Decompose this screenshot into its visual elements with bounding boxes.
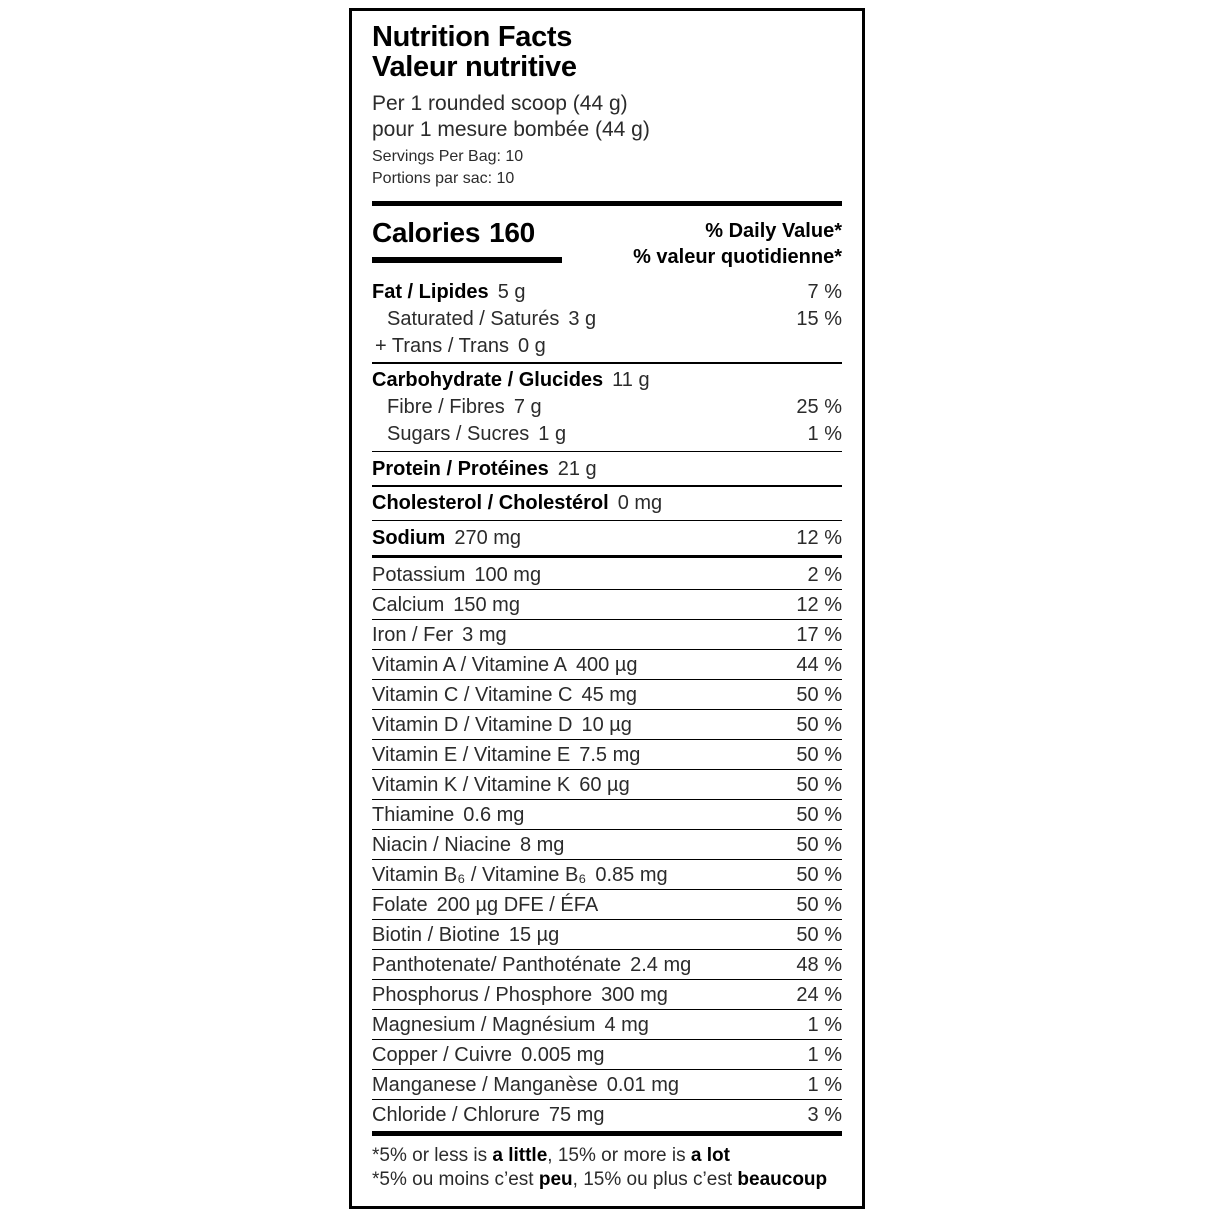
footnote-en xyxy=(372,1144,842,1168)
nutrient-amount: 4 mg xyxy=(604,1013,649,1036)
header-thick-bar xyxy=(372,201,842,206)
nutrient-amount: 100 mg xyxy=(474,563,542,586)
daily-value: 50 % xyxy=(796,803,842,826)
daily-value: 12 % xyxy=(796,593,842,616)
nutrient-label: Fat / Lipides xyxy=(372,280,489,303)
daily-value: 44 % xyxy=(796,653,842,676)
footnote-text: *5% or less is xyxy=(372,1145,493,1166)
daily-value: 50 % xyxy=(796,923,842,946)
daily-value-header-en: % Daily Value* xyxy=(705,220,842,242)
nutrient-label: Copper / Cuivre xyxy=(372,1043,513,1066)
calories-section xyxy=(372,218,842,270)
nutrient-label: + Trans / Trans xyxy=(375,334,509,357)
daily-value-header xyxy=(633,218,842,270)
micronutrient-row-thiamine xyxy=(372,800,842,830)
label-title-en: Nutrition Facts xyxy=(372,21,573,53)
micronutrient-row-vitamin-d xyxy=(372,710,842,740)
daily-value: 12 % xyxy=(796,526,842,549)
daily-value: 48 % xyxy=(796,953,842,976)
footnote-text: , 15% ou plus c’est xyxy=(572,1169,738,1190)
micronutrient-row-manganese xyxy=(372,1070,842,1100)
micronutrient-row-potassium xyxy=(372,560,842,590)
row-divider xyxy=(372,485,842,487)
nutrient-amount: 300 mg xyxy=(601,983,668,1006)
main-nutrient-rows xyxy=(372,278,842,558)
label-title-fr: Valeur nutritive xyxy=(372,51,577,83)
nutrient-row-carbohydrate xyxy=(372,367,842,394)
nutrient-label: Manganese / Manganèse xyxy=(372,1073,598,1096)
daily-value: 50 % xyxy=(796,683,842,706)
footnote-bold: beaucoup xyxy=(737,1169,828,1190)
nutrient-row-cholesterol xyxy=(372,490,842,517)
micronutrient-row-vitamin-b6 xyxy=(372,860,842,890)
daily-value: 1 % xyxy=(807,1013,842,1036)
daily-value: 50 % xyxy=(796,743,842,766)
nutrient-label: Folate xyxy=(372,893,428,916)
nutrient-amount: 2.4 mg xyxy=(630,953,692,976)
micronutrient-row-vitamin-a xyxy=(372,650,842,680)
calories-value: 160 xyxy=(489,217,535,248)
nutrient-label: Iron / Fer xyxy=(372,623,454,646)
nutrient-row-protein xyxy=(372,455,842,482)
servings-per-bag-fr: Portions par sac: 10 xyxy=(372,170,515,187)
daily-value: 15 % xyxy=(796,307,842,330)
daily-value: 3 % xyxy=(807,1103,842,1126)
nutrient-label: Cholesterol / Cholestérol xyxy=(372,492,609,514)
calories-line xyxy=(372,218,562,248)
nutrient-amount: 0.85 mg xyxy=(595,863,668,886)
daily-value: 50 % xyxy=(796,773,842,796)
nutrient-amount: 0.005 mg xyxy=(521,1043,605,1066)
nutrient-amount: 400 µg xyxy=(575,653,638,676)
footnote xyxy=(372,1144,842,1192)
daily-value: 1 % xyxy=(807,1073,842,1096)
footnote-bold: a lot xyxy=(690,1145,730,1166)
nutrient-amount: 0 mg xyxy=(617,492,663,514)
daily-value-header-fr: % valeur quotidienne* xyxy=(633,246,842,268)
micronutrient-rows xyxy=(372,560,842,1129)
footnote-bold: a little xyxy=(492,1145,548,1166)
nutrient-label: Carbohydrate / Glucides xyxy=(372,369,604,391)
daily-value: 1 % xyxy=(807,1043,842,1066)
nutrient-label: Vitamin E / Vitamine E xyxy=(372,743,571,766)
nutrient-row-trans xyxy=(372,332,842,359)
row-divider xyxy=(372,520,842,522)
footnote-bold: peu xyxy=(538,1169,573,1190)
nutrient-label: Panthotenate/ Panthoténate xyxy=(372,953,622,976)
nutrient-label: Potassium xyxy=(372,563,466,586)
nutrient-row-sugars xyxy=(372,421,842,448)
footnote-text: , 15% or more is xyxy=(547,1145,691,1166)
nutrient-amount: 15 µg xyxy=(508,923,560,946)
nutrient-amount: 21 g xyxy=(557,457,597,480)
nutrient-amount: 11 g xyxy=(612,369,650,391)
daily-value: 17 % xyxy=(796,623,842,646)
nutrient-row-sodium xyxy=(372,524,842,551)
nutrient-amount: 0.6 mg xyxy=(463,803,525,826)
micronutrient-row-copper xyxy=(372,1040,842,1070)
nutrient-label: Sugars / Sucres xyxy=(387,423,530,445)
daily-value: 1 % xyxy=(807,423,842,445)
nutrient-amount: 7.5 mg xyxy=(579,743,641,766)
nutrient-amount: 150 mg xyxy=(453,593,520,616)
nutrient-amount: 270 mg xyxy=(454,526,522,549)
nutrient-label: Biotin / Biotine xyxy=(372,923,500,946)
nutrient-row-fat xyxy=(372,278,842,305)
row-divider xyxy=(372,451,842,453)
nutrient-amount: 0 g xyxy=(517,334,546,357)
calories-block xyxy=(372,218,562,263)
micronutrient-row-iron xyxy=(372,620,842,650)
micronutrient-row-phosphorus xyxy=(372,980,842,1010)
nutrient-amount: 60 µg xyxy=(579,773,630,796)
serving-size-fr: pour 1 mesure bombée (44 g) xyxy=(372,118,650,141)
daily-value: 2 % xyxy=(807,563,842,586)
nutrient-label: Vitamin D / Vitamine D xyxy=(372,713,573,736)
nutrient-label: Vitamin C / Vitamine C xyxy=(372,683,573,706)
nutrient-row-saturated xyxy=(372,305,842,332)
row-divider xyxy=(372,362,842,364)
daily-value: 50 % xyxy=(796,833,842,856)
nutrient-amount: 5 g xyxy=(497,280,526,303)
servings-per-bag-en: Servings Per Bag: 10 xyxy=(372,148,524,165)
nutrient-amount: 7 g xyxy=(513,396,542,418)
micronutrient-row-folate xyxy=(372,890,842,920)
nutrient-label: Vitamin B₆ / Vitamine B₆ xyxy=(372,863,587,886)
micronutrient-row-chloride xyxy=(372,1100,842,1129)
nutrient-amount: 3 g xyxy=(568,307,597,330)
micronutrient-row-niacin xyxy=(372,830,842,860)
footnote-thick-bar xyxy=(372,1131,842,1136)
nutrient-label: Thiamine xyxy=(372,803,455,826)
micronutrient-row-panthotenate xyxy=(372,950,842,980)
micronutrient-row-vitamin-e xyxy=(372,740,842,770)
nutrient-amount: 45 mg xyxy=(581,683,638,706)
micronutrient-row-vitamin-c xyxy=(372,680,842,710)
daily-value: 7 % xyxy=(807,280,842,303)
nutrient-label: Magnesium / Magnésium xyxy=(372,1013,596,1036)
nutrient-row-fibre xyxy=(372,394,842,421)
nutrient-label: Calcium xyxy=(372,593,445,616)
micronutrient-row-vitamin-k xyxy=(372,770,842,800)
serving-size-en: Per 1 rounded scoop (44 g) xyxy=(372,92,628,115)
nutrient-label: Niacin / Niacine xyxy=(372,833,511,856)
daily-value: 25 % xyxy=(796,396,842,418)
micronutrient-row-magnesium xyxy=(372,1010,842,1040)
nutrient-label: Vitamin K / Vitamine K xyxy=(372,773,571,796)
calories-label: Calories xyxy=(372,217,481,248)
nutrient-label: Sodium xyxy=(372,526,446,549)
daily-value: 50 % xyxy=(796,863,842,886)
nutrient-label: Phosphorus / Phosphore xyxy=(372,983,593,1006)
nutrient-amount: 200 µg DFE / ÉFA xyxy=(436,893,599,916)
nutrition-facts-label xyxy=(349,8,865,1209)
nutrient-amount: 0.01 mg xyxy=(606,1073,679,1096)
nutrient-label: Saturated / Saturés xyxy=(387,307,560,330)
micronutrient-row-calcium xyxy=(372,590,842,620)
nutrient-amount: 75 mg xyxy=(548,1103,605,1126)
nutrient-amount: 1 g xyxy=(538,423,567,445)
micronutrient-row-biotin xyxy=(372,920,842,950)
daily-value: 24 % xyxy=(796,983,842,1006)
nutrient-amount: 3 mg xyxy=(462,623,507,646)
nutrient-label: Fibre / Fibres xyxy=(387,396,505,418)
sodium-section-divider xyxy=(372,555,842,558)
nutrient-amount: 10 µg xyxy=(581,713,632,736)
nutrient-label: Protein / Protéines xyxy=(372,457,549,480)
daily-value: 50 % xyxy=(796,713,842,736)
daily-value: 50 % xyxy=(796,893,842,916)
footnote-fr xyxy=(372,1168,842,1192)
calories-underline-bar xyxy=(372,257,562,263)
nutrient-label: Vitamin A / Vitamine A xyxy=(372,653,567,676)
nutrient-label: Chloride / Chlorure xyxy=(372,1103,540,1126)
footnote-text: *5% ou moins c’est xyxy=(372,1169,539,1190)
nutrient-amount: 8 mg xyxy=(519,833,565,856)
